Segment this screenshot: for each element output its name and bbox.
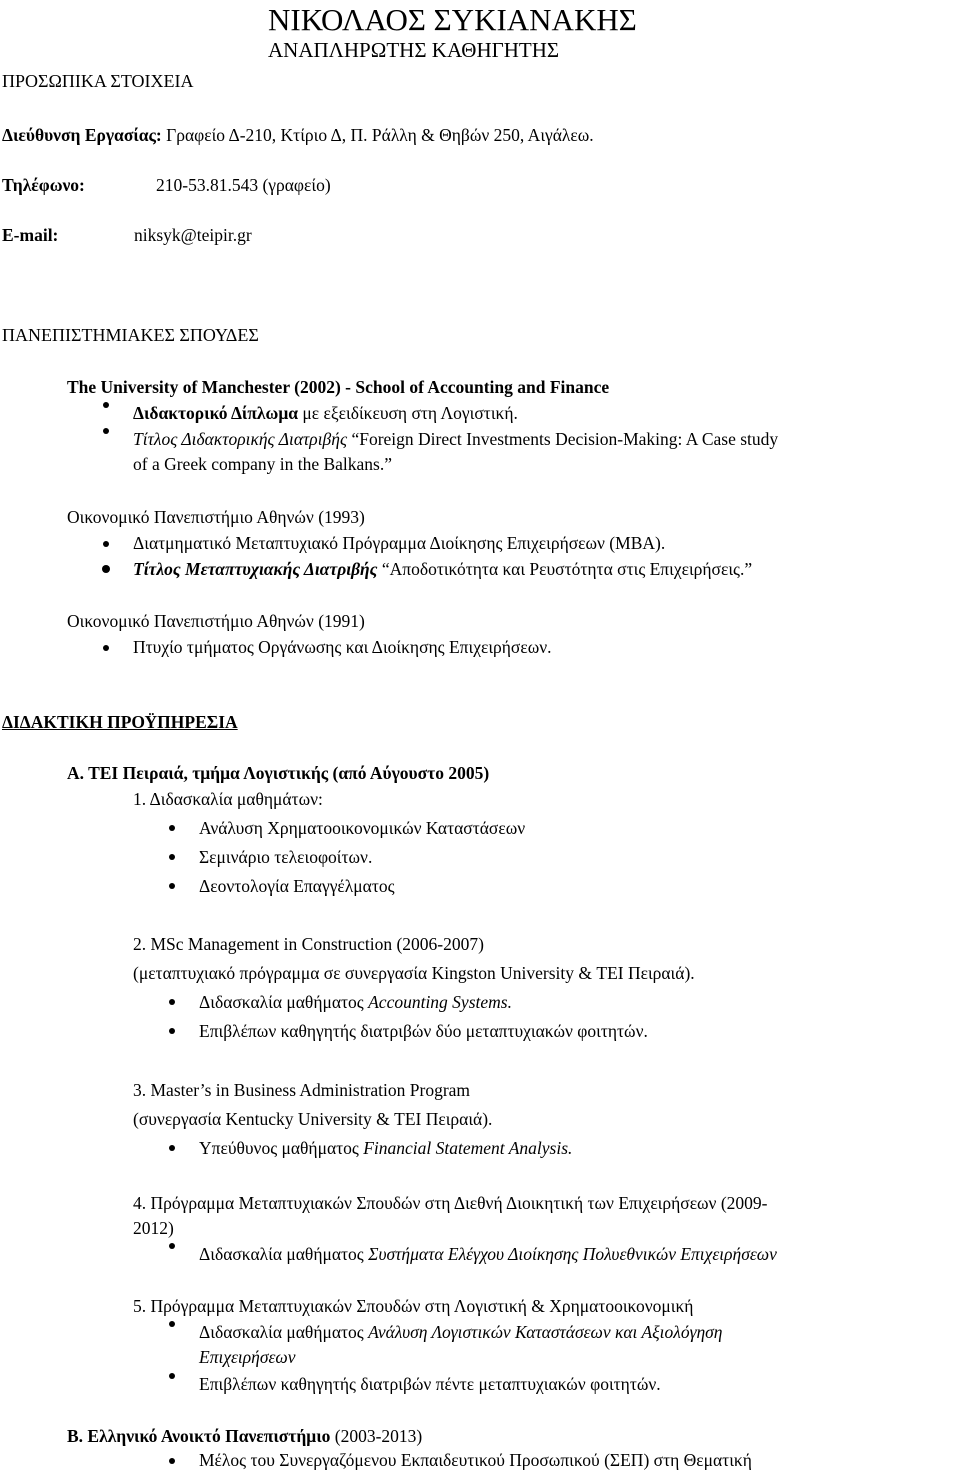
aueb-1991-item-1: Πτυχίο τμήματος Οργάνωσης και Διοίκησης Επιχειρήσεων. bbox=[133, 637, 552, 657]
bullet-icon bbox=[103, 541, 109, 547]
course-name: Ανάλυση Λογιστικών Καταστάσεων και Αξιολόγηση bbox=[368, 1322, 723, 1342]
section-b-years: (2003-2013) bbox=[334, 1426, 423, 1446]
course-item: Δεοντολογία Επαγγέλματος bbox=[199, 876, 395, 896]
course-name-cont: Επιχειρήσεων bbox=[199, 1347, 296, 1367]
teaching-p4-title-cont: 2012) bbox=[133, 1218, 174, 1238]
teaching-p2-title: 2. MSc Management in Construction (2006-2007) bbox=[133, 934, 484, 954]
phd-thesis-title: “Foreign Direct Investments Decision-Making: A Case study bbox=[351, 429, 779, 449]
phd-thesis-label: Τίτλος Διδακτορικής Διατριβής bbox=[133, 429, 348, 449]
bullet-icon bbox=[169, 854, 175, 860]
phd-degree-label: Διδακτορικό Δίπλωμα bbox=[133, 403, 299, 423]
bullet-icon bbox=[169, 999, 175, 1005]
bullet-icon bbox=[169, 1373, 175, 1379]
bullet-icon bbox=[169, 1145, 175, 1151]
course-name: Financial Statement Analysis. bbox=[363, 1138, 573, 1158]
teaching-p5-item-1 bbox=[199, 1322, 722, 1342]
teaching-p5-item-2: Επιβλέπων καθηγητής διατριβών πέντε μεταπτυχιακών φοιτητών. bbox=[199, 1374, 661, 1394]
teaching-p4-title: 4. Πρόγραμμα Μεταπτυχιακών Σπουδών στη Διεθνή Διοικητική των Επιχειρήσεων (2009- bbox=[133, 1193, 768, 1213]
section-b-item-1: Μέλος του Συνεργαζόμενου Εκπαιδευτικού Προσωπικού (ΣΕΠ) στη Θεματική bbox=[199, 1450, 752, 1470]
phone-value: 210-53.81.543 (γραφείο) bbox=[156, 175, 331, 195]
course-name: Accounting Systems. bbox=[368, 992, 512, 1012]
bullet-icon bbox=[169, 1321, 175, 1327]
teaching-p5-title: 5. Πρόγραμμα Μεταπτυχιακών Σπουδών στη Λογιστική & Χρηματοοικονομική bbox=[133, 1296, 694, 1316]
bullet-icon bbox=[169, 1243, 175, 1249]
section-a-title: Α. ΤΕΙ Πειραιά, τμήμα Λογιστικής (από Αύγουστο 2005) bbox=[67, 763, 490, 783]
aueb-1993-item-2 bbox=[133, 559, 752, 579]
phd-thesis-title-cont: of a Greek company in the Balkans.” bbox=[133, 454, 393, 474]
personal-heading: ΠΡΟΣΩΠΙΚΑ ΣΤΟΙΧΕΙΑ bbox=[2, 71, 194, 91]
course-label: Υπεύθυνος μαθήματος bbox=[199, 1138, 359, 1158]
teaching-p4-item-1 bbox=[199, 1244, 777, 1264]
aueb-1993-title: Οικονομικό Πανεπιστήμιο Αθηνών (1993) bbox=[67, 507, 365, 527]
email-value: niksyk@teipir.gr bbox=[134, 225, 252, 245]
teaching-p2-item-1 bbox=[199, 992, 512, 1012]
bullet-icon bbox=[102, 565, 110, 573]
bullet-icon bbox=[103, 645, 109, 651]
teaching-heading: ΔΙΔΑΚΤΙΚΗ ΠΡΟΫΠΗΡΕΣΙΑ bbox=[2, 712, 238, 732]
aueb-1993-item-1: Διατμηματικό Μεταπτυχιακό Πρόγραμμα Διοίκησης Επιχειρήσεων (ΜΒΑ). bbox=[133, 533, 666, 553]
teaching-p2-item-2: Επιβλέπων καθηγητής διατριβών δύο μεταπτυχιακών φοιτητών. bbox=[199, 1021, 648, 1041]
course-label: Διδασκαλία μαθήματος bbox=[199, 992, 364, 1012]
course-name: Συστήματα Ελέγχου Διοίκησης Πολυεθνικών Επιχειρήσεων bbox=[368, 1244, 777, 1264]
address-row bbox=[2, 125, 594, 145]
teaching-p3-sub: (συνεργασία Kentucky University & ΤΕΙ Πειραιά). bbox=[133, 1109, 493, 1129]
course-item: Ανάλυση Χρηματοοικονομικών Καταστάσεων bbox=[199, 818, 526, 838]
studies-heading: ΠΑΝΕΠΙΣΤΗΜΙΑΚΕΣ ΣΠΟΥΔΕΣ bbox=[2, 325, 259, 345]
msc-thesis-title: “Αποδοτικότητα και Ρευστότητα στις Επιχειρήσεις.” bbox=[381, 559, 753, 579]
section-b-institution: Β. Ελληνικό Ανοικτό Πανεπιστήμιο bbox=[67, 1426, 331, 1446]
bullet-icon bbox=[169, 1458, 175, 1464]
bullet-icon bbox=[169, 825, 175, 831]
bullet-icon bbox=[103, 428, 109, 434]
academic-rank: ΑΝΑΠΛΗΡΩΤΗΣ ΚΑΘΗΓΗΤΗΣ bbox=[268, 38, 560, 62]
address-label: Διεύθυνση Εργασίας: bbox=[2, 125, 162, 145]
section-b-title bbox=[67, 1426, 422, 1446]
address-value: Γραφείο Δ-210, Κτίριο Δ, Π. Ράλλη & Θηβών 250, Αιγάλεω. bbox=[166, 125, 594, 145]
bullet-icon bbox=[103, 402, 109, 408]
aueb-1991-title: Οικονομικό Πανεπιστήμιο Αθηνών (1991) bbox=[67, 611, 365, 631]
course-label: Διδασκαλία μαθήματος bbox=[199, 1322, 364, 1342]
phone-label: Τηλέφωνο: bbox=[2, 175, 85, 195]
bullet-icon bbox=[169, 883, 175, 889]
course-item: Σεμινάριο τελειοφοίτων. bbox=[199, 847, 373, 867]
course-label: Διδασκαλία μαθήματος bbox=[199, 1244, 364, 1264]
email-label: E-mail: bbox=[2, 225, 59, 245]
bullet-icon bbox=[169, 1028, 175, 1034]
msc-thesis-label: Τίτλος Μεταπτυχιακής Διατριβής bbox=[133, 559, 378, 579]
teaching-p1-title: 1. Διδασκαλία μαθημάτων: bbox=[133, 789, 323, 809]
phd-degree-rest: με εξειδίκευση στη Λογιστική. bbox=[302, 403, 518, 423]
manchester-item-2 bbox=[133, 429, 778, 449]
person-name: ΝΙΚΟΛΑΟΣ ΣΥΚΙΑΝΑΚΗΣ bbox=[268, 2, 637, 37]
manchester-title: The University of Manchester (2002) - School of Accounting and Finance bbox=[67, 377, 610, 397]
manchester-item-1 bbox=[133, 403, 518, 423]
teaching-p3-item-1 bbox=[199, 1138, 572, 1158]
teaching-p3-title: 3. Master’s in Business Administration Program bbox=[133, 1080, 471, 1100]
teaching-p2-sub: (μεταπτυχιακό πρόγραμμα σε συνεργασία Kingston University & ΤΕΙ Πειραιά). bbox=[133, 963, 695, 983]
